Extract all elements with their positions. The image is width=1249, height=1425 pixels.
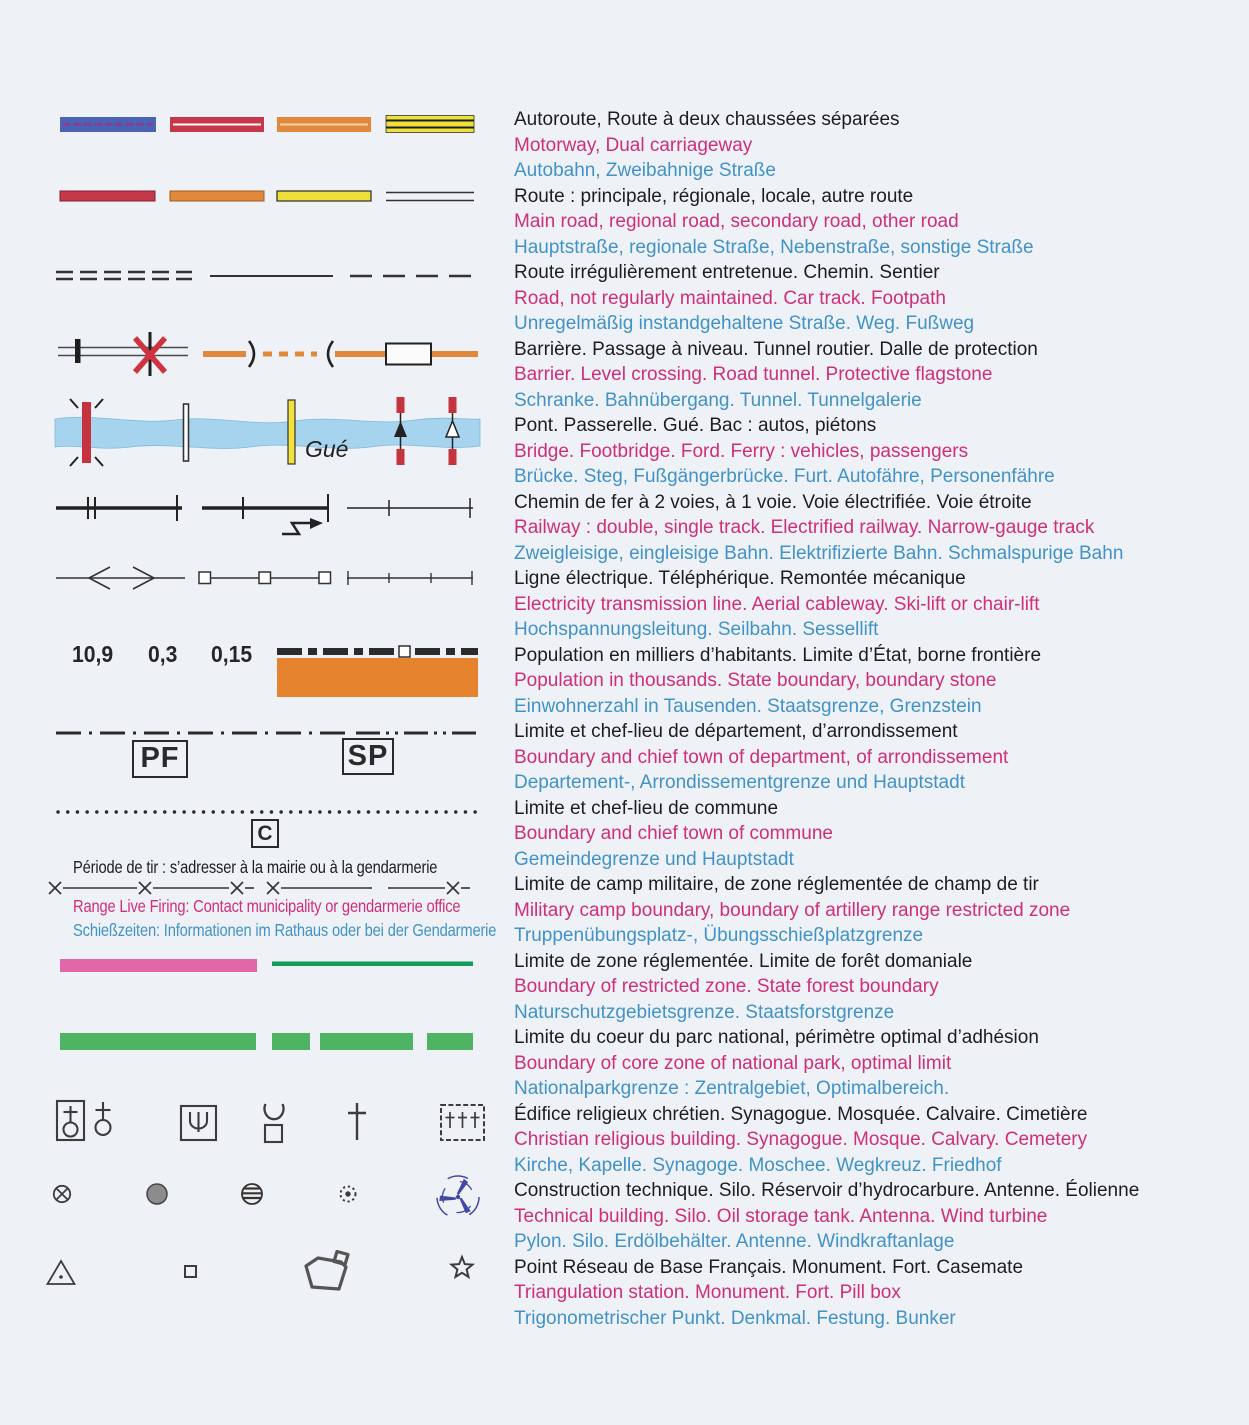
cableway-pylon-icon (319, 572, 331, 584)
boundary-stone-icon (399, 646, 410, 657)
row-fr-text: Chemin de fer à 2 voies, à 1 voie. Voie électrifiée. Voie étroite (514, 491, 1032, 513)
road-classes-symbol (60, 191, 474, 201)
legend-row-roads (514, 184, 1249, 261)
row-en-text: Boundary and chief town of department, of arrondissement (514, 746, 1009, 768)
legend-symbols (0, 0, 510, 1425)
row-fr-text: Route : principale, régionale, locale, autre route (514, 185, 914, 207)
legend-row-commune-boundary (514, 796, 1249, 873)
row-fr-text: Limite de zone réglementée. Limite de forêt domaniale (514, 950, 973, 972)
monument-icon (185, 1266, 196, 1277)
silo-icon (147, 1184, 167, 1204)
row-en-text: Population in thousands. State boundary, boundary stone (514, 670, 997, 691)
calvary-icon (348, 1103, 366, 1140)
row-de-text: Unregelmäßig instandgehaltene Straße. Weg. Fußweg (514, 313, 975, 334)
fort-icon (306, 1252, 348, 1290)
electrified-icon (282, 518, 323, 534)
national-park-symbol (60, 1033, 473, 1050)
barrier-crossing-tunnel-symbol (58, 332, 478, 376)
legend-row-railways (514, 490, 1249, 567)
row-fr-text: Limite et chef-lieu de département, d’arrondissement (514, 721, 958, 742)
row-en-text: Electricity transmission line. Aerial cableway. Ski-lift or chair-lift (514, 593, 1040, 615)
row-en-text: Barrier. Level crossing. Road tunnel. Protective flagstone (514, 364, 993, 385)
row-en-text: Main road, regional road, secondary road, other road (514, 211, 959, 232)
legend-row-power-cableway (514, 566, 1249, 643)
row-en-text: Bridge. Footbridge. Ford. Ferry : vehicles, passengers (514, 440, 969, 462)
state-boundary-symbol (277, 646, 478, 697)
church-icon (57, 1101, 84, 1140)
restricted-zone-band (60, 959, 257, 972)
row-en-text: Boundary of restricted zone. State forest boundary (514, 976, 939, 997)
row-de-text: Hauptstraße, regionale Straße, Nebenstraße, sonstige Straße (514, 236, 1034, 258)
row-en-text: Road, not regularly maintained. Car track. Footpath (514, 287, 946, 309)
firing-note-fr: Période de tir : s’adresser à la mairie ou à la gendarmerie (73, 857, 438, 877)
triangulation-icon (48, 1261, 75, 1284)
legend-row-barrier-tunnel (514, 337, 1249, 414)
department-boundary-label: PF (132, 740, 188, 778)
flagstone-icon (386, 344, 431, 365)
row-fr-text: Route irrégulièrement entretenue. Chemin. Sentier (514, 262, 940, 283)
row-de-text: Naturschutzgebietsgrenze. Staatsforstgrenze (514, 1001, 895, 1023)
row-en-text: Military camp boundary, boundary of artillery range restricted zone (514, 899, 1071, 921)
mosque-icon (265, 1104, 284, 1142)
row-de-text: Schranke. Bahnübergang. Tunnel. Tunnelgalerie (514, 389, 922, 411)
legend-row-population-state-boundary (514, 643, 1249, 720)
row-fr-text: Construction technique. Silo. Réservoir d’hydrocarbure. Antenne. Éolienne (514, 1180, 1140, 1201)
population-value: 10,9 (72, 641, 114, 667)
row-de-text: Truppenübungsplatz-, Übungsschießplatzgrenze (514, 925, 924, 946)
tunnel-portal-icon (328, 341, 333, 367)
legend-row-triangulation-monuments (514, 1255, 1249, 1332)
cableway-pylon-icon (259, 572, 271, 584)
firing-note-de: Schießzeiten: Informationen im Rathaus oder bei der Gendarmerie (73, 920, 497, 940)
row-fr-text: Limite de camp militaire, de zone réglementée de champ de tir (514, 874, 1039, 895)
footbridge-icon (184, 404, 189, 461)
legend-row-tracks (514, 260, 1249, 337)
legend-row-technical (514, 1178, 1249, 1255)
forest-boundary-line (272, 962, 473, 967)
survey-fort-symbols (48, 1252, 473, 1290)
religious-symbols (57, 1101, 484, 1142)
arrondissement-boundary-label: SP (342, 738, 394, 775)
row-en-text: Motorway, Dual carriageway (514, 134, 753, 156)
legend-row-restricted-forest (514, 949, 1249, 1026)
row-en-text: Boundary and chief town of commune (514, 823, 833, 844)
row-fr-text: Barrière. Passage à niveau. Tunnel routier. Dalle de protection (514, 338, 1038, 360)
bridge-icon (82, 402, 91, 463)
row-de-text: Kirche, Kapelle. Synagoge. Moschee. Wegkreuz. Friedhof (514, 1154, 1002, 1176)
antenna-icon (341, 1187, 356, 1202)
pylon-icon (54, 1186, 70, 1202)
power-cableway-symbol (56, 567, 473, 589)
chapel-icon (96, 1102, 111, 1135)
row-de-text: Nationalparkgrenze : Zentralgebiet, Optimalbereich. (514, 1078, 950, 1099)
population-value: 0,3 (148, 641, 178, 667)
wind-turbine-icon (436, 1175, 480, 1219)
row-de-text: Autobahn, Zweibahnige Straße (514, 160, 776, 181)
row-en-text: Triangulation station. Monument. Fort. Pill box (514, 1282, 901, 1303)
ford-icon (288, 400, 295, 464)
row-fr-text: Édifice religieux chrétien. Synagogue. Mosquée. Calvaire. Cimetière (514, 1103, 1088, 1125)
track-footpath-symbol (56, 272, 478, 279)
motorway-symbol (60, 116, 474, 133)
row-de-text: Pylon. Silo. Erdölbehälter. Antenne. Windkraftanlage (514, 1231, 955, 1252)
row-de-text: Brücke. Steg, Fußgängerbrücke. Furt. Autofähre, Personenfähre (514, 466, 1055, 487)
river-icon (55, 417, 480, 448)
railway-symbol (56, 494, 473, 534)
row-fr-text: Ligne électrique. Téléphérique. Remontée mécanique (514, 568, 966, 589)
row-de-text: Einwohnerzahl in Tausenden. Staatsgrenze, Grenzstein (514, 695, 982, 717)
cemetery-icon (441, 1105, 484, 1140)
pillbox-star-icon (452, 1257, 473, 1277)
oil-tank-icon (242, 1184, 262, 1204)
barrier-icon (75, 339, 81, 363)
tunnel-portal-icon (249, 341, 254, 367)
row-fr-text: Limite et chef-lieu de commune (514, 797, 779, 819)
legend-row-bridges-ferries (514, 413, 1249, 490)
row-de-text: Hochspannungsleitung. Seilbahn. Sessellift (514, 619, 879, 640)
row-fr-text: Limite du coeur du parc national, périmètre optimal d’adhésion (514, 1027, 1039, 1048)
ford-label: Gué (305, 436, 349, 462)
legend-row-national-park (514, 1025, 1249, 1102)
row-en-text: Technical building. Silo. Oil storage tank. Antenna. Wind turbine (514, 1205, 1048, 1227)
row-en-text: Railway : double, single track. Electrified railway. Narrow-gauge track (514, 517, 1095, 538)
row-de-text: Departement-, Arrondissementgrenze und Hauptstadt (514, 772, 965, 793)
commune-boundary-label: C (251, 819, 279, 848)
firing-note-en: Range Live Firing: Contact municipality or gendarmerie office (73, 896, 461, 916)
row-fr-text: Autoroute, Route à deux chaussées séparées (514, 109, 900, 130)
legend-text-column (514, 107, 1249, 1331)
population-value: 0,15 (211, 641, 253, 667)
row-de-text: Trigonometrischer Punkt. Denkmal. Festung. Bunker (514, 1307, 956, 1329)
row-fr-text: Pont. Passerelle. Gué. Bac : autos, piétons (514, 415, 877, 436)
legend-row-military-boundary (514, 872, 1249, 949)
row-de-text: Gemeindegrenze und Hauptstadt (514, 848, 794, 870)
row-fr-text: Population en milliers d’habitants. Limite d’État, borne frontière (514, 644, 1042, 666)
restricted-forest-symbol (60, 959, 473, 972)
row-de-text: Zweigleisige, eingleisige Bahn. Elektrifizierte Bahn. Schmalspurige Bahn (514, 542, 1124, 564)
river-crossings-symbol (55, 397, 480, 466)
military-boundary-symbol (49, 882, 470, 894)
legend-row-department-boundary (514, 719, 1249, 796)
cableway-pylon-icon (199, 572, 211, 584)
legend-row-motorway (514, 107, 1249, 184)
ferry-passengers-icon (446, 397, 459, 465)
row-fr-text: Point Réseau de Base Français. Monument. Fort. Casemate (514, 1256, 1024, 1278)
synagogue-icon (181, 1106, 216, 1140)
row-en-text: Boundary of core zone of national park, optimal limit (514, 1052, 952, 1074)
row-en-text: Christian religious building. Synagogue. Mosque. Calvary. Cemetery (514, 1129, 1088, 1150)
legend-row-religious (514, 1102, 1249, 1179)
technical-symbols (54, 1175, 480, 1219)
